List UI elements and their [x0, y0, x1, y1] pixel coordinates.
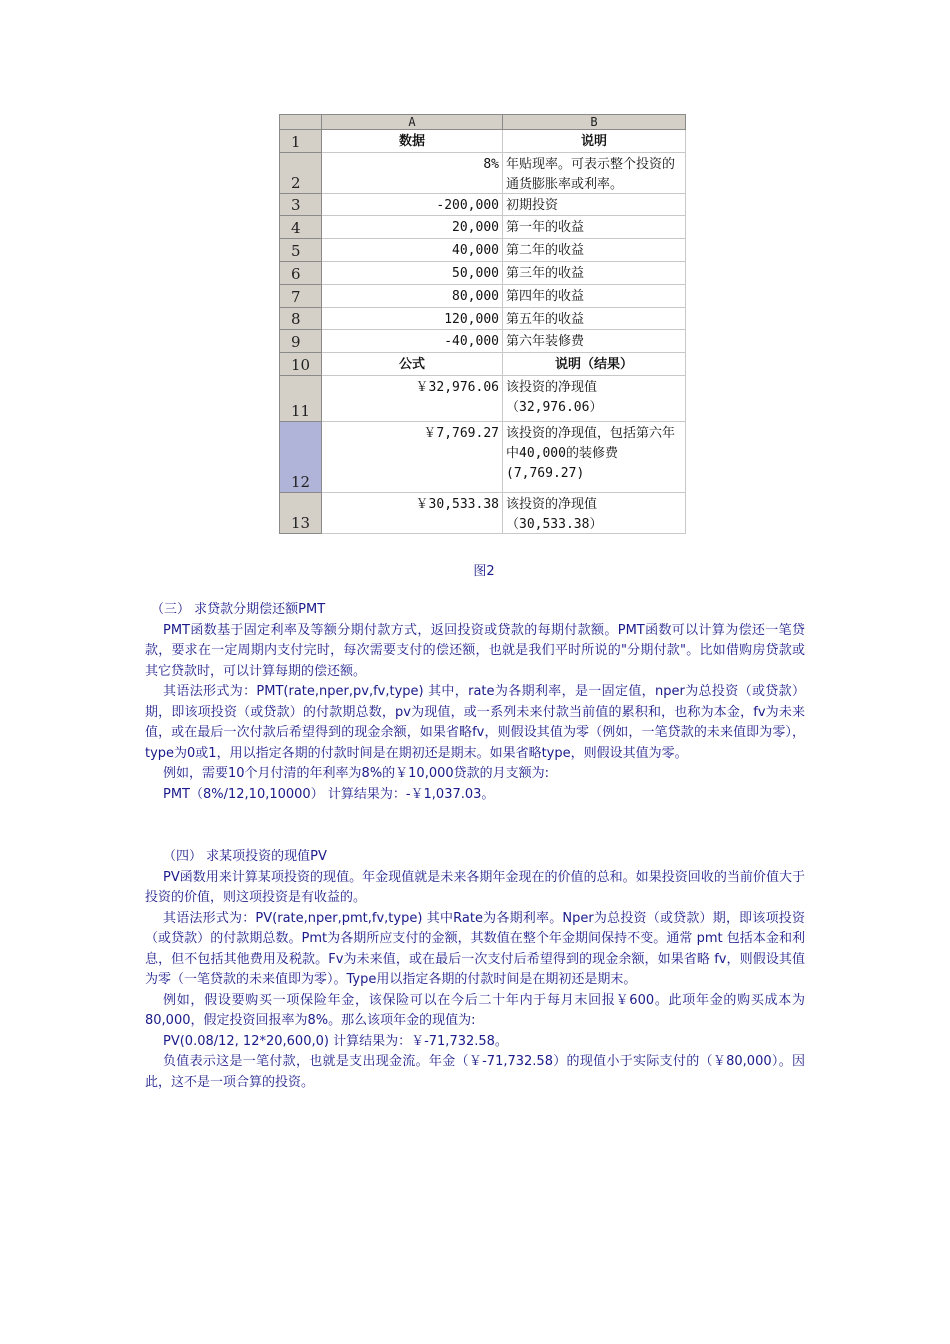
- sheet-row: [280, 194, 686, 216]
- sheet-row: [280, 493, 686, 534]
- sheet-row: [280, 376, 686, 422]
- cell-a: 80,000: [322, 285, 503, 308]
- cell-a: ￥30,533.38: [322, 493, 503, 534]
- row-number: 6: [280, 262, 322, 285]
- section-pv: [145, 847, 805, 1093]
- cell-a: 20,000: [322, 216, 503, 239]
- cell-b: 第三年的收益: [503, 262, 686, 285]
- cell-a: 50,000: [322, 262, 503, 285]
- row-number: 10: [280, 353, 322, 376]
- row-number: 1: [280, 130, 322, 153]
- sheet-row: [280, 330, 686, 353]
- paragraph: 负值表示这是一笔付款，也就是支出现金流。年金（￥-71,732.58）的现值小于实际支付的（￥80,000）。因此，这不是一项合算的投资。: [145, 1054, 805, 1090]
- spreadsheet-figure: [279, 114, 686, 534]
- row-number: 11: [280, 376, 322, 422]
- cell-b: 该投资的净现值 （32,976.06）: [503, 376, 686, 422]
- sheet-row: [280, 308, 686, 330]
- cell-a: 40,000: [322, 239, 503, 262]
- cell-a: 8%: [322, 153, 503, 194]
- row-number: 8: [280, 308, 322, 330]
- cell-a: 120,000: [322, 308, 503, 330]
- paragraph: PMT函数基于固定利率及等额分期付款方式，返回投资或贷款的每期付款额。PMT函数可以计算为偿还一笔贷款，要求在一定周期内支付完时，每次需要支付的偿还额，也就是我们平时所说的"分期付款"。比如借购房贷款或其它贷款时，可以计算每期的偿还额。: [145, 622, 805, 679]
- cell-b: 第五年的收益: [503, 308, 686, 330]
- sheet-row: [280, 216, 686, 239]
- section-heading: （三） 求贷款分期偿还额PMT: [151, 602, 326, 617]
- row-number: 13: [280, 493, 322, 534]
- paragraph: 其语法形式为：PMT(rate,nper,pv,fv,type) 其中，rate为各期利率，是一固定值，nper为总投资（或贷款）期，即该项投资（或贷款）的付款期总数，pv为现值，或一系列未来付款当前值的累积和，也称为本金，fv为未来值，或在最后一次付款后希望得到的现金余额，如果省略fv，则假设其值为零（例如，一笔贷款的未来值即为零），type为0或1，用以指定各期的付款时间是在期初还是期末。如果省略type，则假设其值为零。: [145, 684, 805, 761]
- section-heading: （四） 求某项投资的现值PV: [163, 849, 327, 864]
- cell-b: 第四年的收益: [503, 285, 686, 308]
- formula-example: PMT（8%/12,10,10000） 计算结果为：-￥1,037.03。: [163, 786, 495, 802]
- cell-a: -200,000: [322, 194, 503, 216]
- cell-b: 第二年的收益: [503, 239, 686, 262]
- row-number: 3: [280, 194, 322, 216]
- formula-example: PV(0.08/12, 12*20,600,0) 计算结果为：￥-71,732.58。: [163, 1033, 508, 1049]
- column-header-b: B: [503, 115, 686, 130]
- sheet-row: [280, 262, 686, 285]
- cell-b: 该投资的净现值 （30,533.38）: [503, 493, 686, 534]
- row-number: 5: [280, 239, 322, 262]
- paragraph: 例如，假设要购买一项保险年金，该保险可以在今后二十年内于每月末回报￥600。此项年金的购买成本为80,000，假定投资回报率为8%。那么该项年金的现值为:: [145, 992, 805, 1028]
- cell-a: ￥32,976.06: [322, 376, 503, 422]
- row-number: 9: [280, 330, 322, 353]
- cell-b: 第一年的收益: [503, 216, 686, 239]
- cell-b: 初期投资: [503, 194, 686, 216]
- cell-a: 公式: [322, 353, 503, 376]
- figure-caption: 图2: [473, 564, 495, 579]
- cell-b: 该投资的净现值，包括第六年中40,000的装修费 (7,769.27): [503, 422, 686, 493]
- row-number-selected: 12: [280, 422, 322, 493]
- cell-a: 数据: [322, 130, 503, 153]
- section-pmt: [145, 600, 805, 805]
- sheet-row: [280, 422, 686, 493]
- cell-b: 年贴现率。可表示整个投资的通货膨胀率或利率。: [503, 153, 686, 194]
- row-number: 7: [280, 285, 322, 308]
- sheet-row: [280, 153, 686, 194]
- row-number: 4: [280, 216, 322, 239]
- sheet-row: [280, 130, 686, 153]
- cell-a: ￥7,769.27: [322, 422, 503, 493]
- cell-b: 说明: [503, 130, 686, 153]
- sheet-row: [280, 285, 686, 308]
- sheet-row: [280, 353, 686, 376]
- sheet-row: [280, 239, 686, 262]
- cell-a: -40,000: [322, 330, 503, 353]
- cell-b: 说明（结果）: [503, 353, 686, 376]
- paragraph: 例如，需要10个月付清的年利率为8%的￥10,000贷款的月支额为:: [163, 766, 550, 781]
- cell-b: 第六年装修费: [503, 330, 686, 353]
- column-header-a: A: [322, 115, 503, 130]
- row-number: 2: [280, 153, 322, 194]
- paragraph: 其语法形式为：PV(rate,nper,pmt,fv,type) 其中Rate为各期利率。Nper为总投资（或贷款）期，即该项投资（或贷款）的付款期总数。Pmt为各期所应支付的金额，其数值在整个年金期间保持不变。通常 pmt 包括本金和利息，但不包括其他费用及税款。Fv为未来值，或在最后一次支付后希望得到的现金余额，如果省略 fv，则假设其值为零（一笔贷款的未来值即为零）。Type用以指定各期的付款时间是在期初还是期末。: [145, 910, 805, 987]
- sheet-corner: [280, 115, 322, 130]
- paragraph: PV函数用来计算某项投资的现值。年金现值就是未来各期年金现在的价值的总和。如果投资回收的当前价值大于投资的价值，则这项投资是有收益的。: [145, 869, 805, 905]
